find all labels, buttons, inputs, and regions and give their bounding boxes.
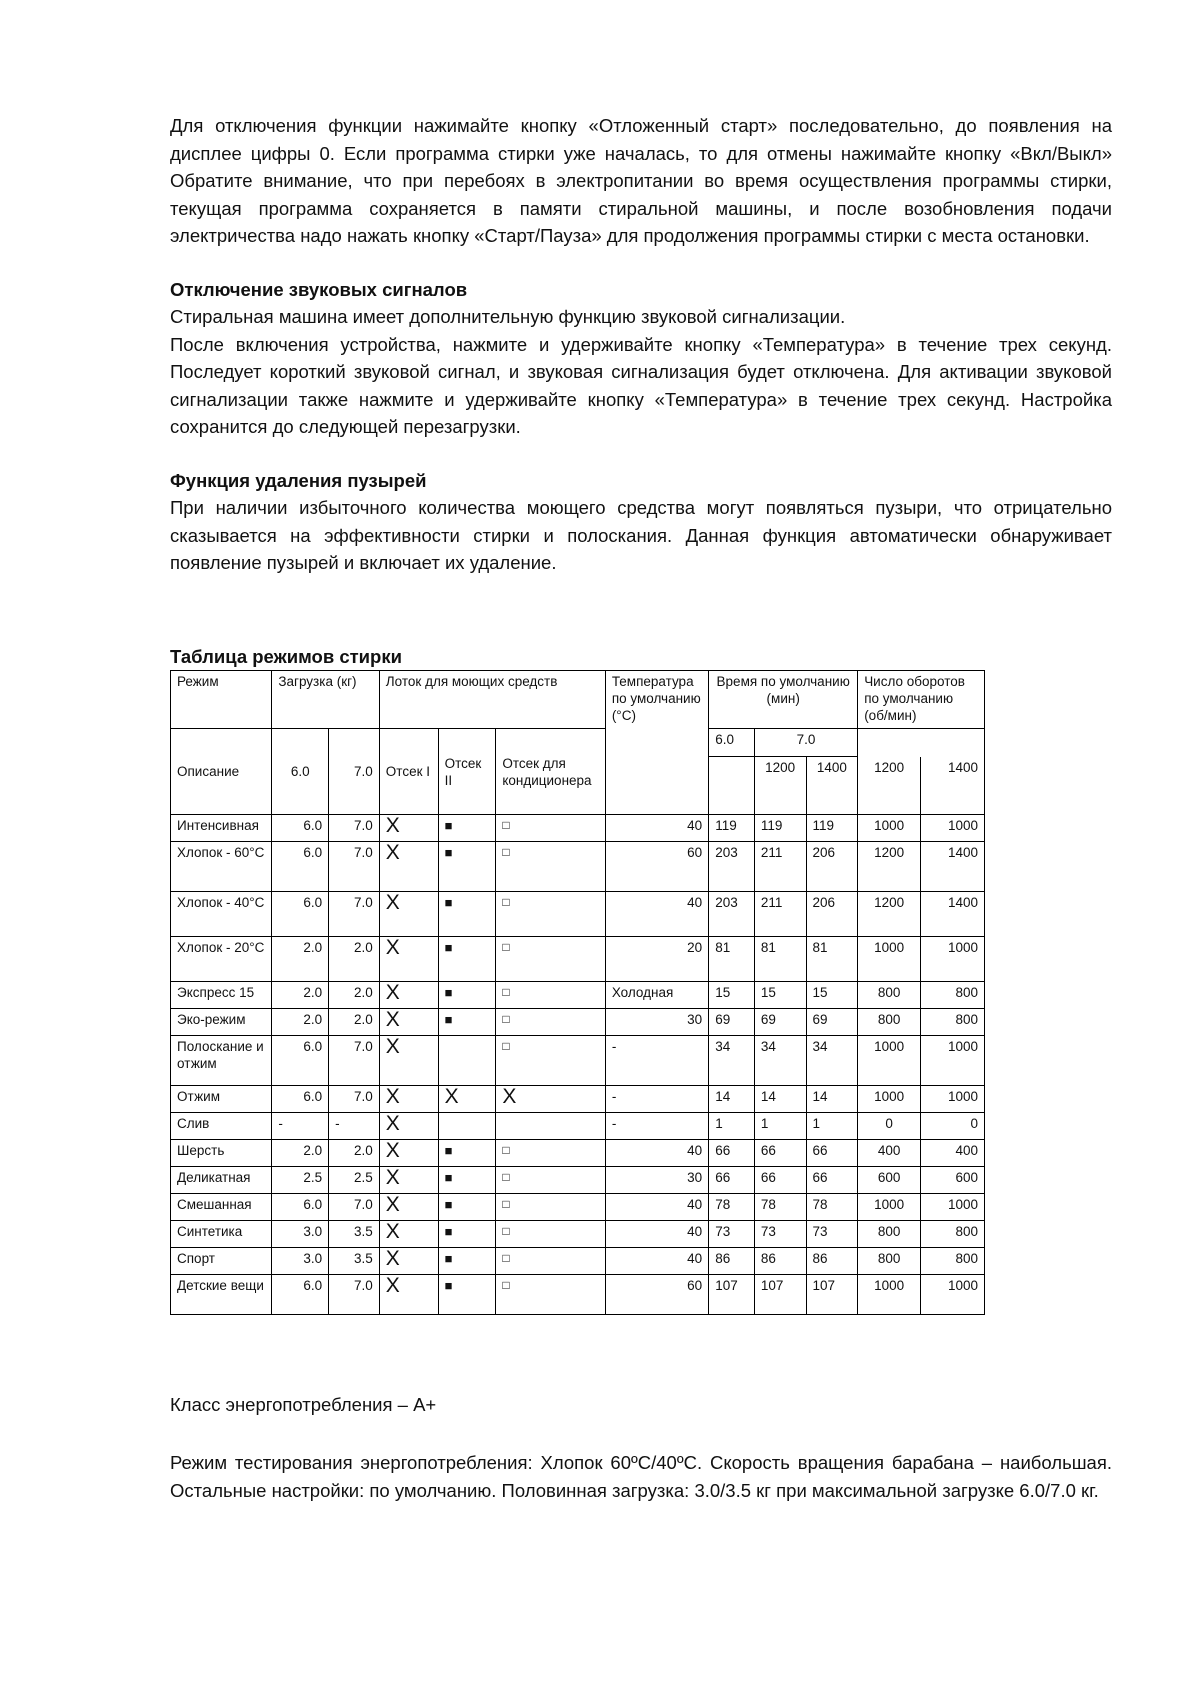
table-row: [171, 982, 985, 1009]
row-time-60: 34: [709, 1036, 755, 1086]
row-spin-1200: 1200: [858, 842, 921, 892]
row-comp1: X: [379, 1221, 438, 1248]
row-mode-name: Хлопок - 20°C: [171, 937, 272, 982]
row-comp2: ■: [438, 1248, 496, 1275]
table-row: [171, 1140, 985, 1167]
row-mode-name: Смешанная: [171, 1194, 272, 1221]
row-time-1200: 78: [754, 1194, 806, 1221]
header-comp1: Отсек I: [379, 729, 438, 815]
row-spin-1400: 1000: [921, 937, 985, 982]
row-comp1: X: [379, 1036, 438, 1086]
row-temp: 20: [605, 937, 708, 982]
row-load-70: 7.0: [329, 892, 380, 937]
header-mode: Режим: [171, 671, 272, 729]
row-time-60: 1: [709, 1113, 755, 1140]
row-comp1: X: [379, 1275, 438, 1315]
row-comp3: □: [496, 1248, 605, 1275]
row-comp2: ■: [438, 937, 496, 982]
bubble-heading: Функция удаления пузырей: [170, 469, 427, 491]
table-row: [171, 892, 985, 937]
row-temp: 40: [605, 1194, 708, 1221]
table-row: [171, 1221, 985, 1248]
row-comp1: X: [379, 1248, 438, 1275]
row-time-1200: 66: [754, 1140, 806, 1167]
row-time-60: 203: [709, 892, 755, 937]
row-time-1400: 66: [806, 1140, 858, 1167]
row-load-70: 3.5: [329, 1221, 380, 1248]
row-comp1: X: [379, 1194, 438, 1221]
row-time-1200: 15: [754, 982, 806, 1009]
energy-class: Класс энергопотребления – А+: [170, 1394, 437, 1415]
row-comp3: □: [496, 1140, 605, 1167]
row-time-1200: 107: [754, 1275, 806, 1315]
row-spin-1200: 1000: [858, 1086, 921, 1113]
header-time: Время по умолчанию (мин): [709, 671, 858, 729]
table-title: Таблица режимов стирки: [170, 646, 402, 667]
row-load-70: -: [329, 1113, 380, 1140]
row-load-60: 2.0: [272, 982, 329, 1009]
row-comp2: ■: [438, 1194, 496, 1221]
row-time-60: 86: [709, 1248, 755, 1275]
row-load-60: 2.0: [272, 937, 329, 982]
row-comp2: ■: [438, 1275, 496, 1315]
header-comp3: Отсек для кондиционера: [496, 729, 605, 815]
row-time-1400: 73: [806, 1221, 858, 1248]
row-time-60: 81: [709, 937, 755, 982]
row-load-70: 7.0: [329, 1194, 380, 1221]
row-comp1: X: [379, 1140, 438, 1167]
row-time-1400: 78: [806, 1194, 858, 1221]
header-time-1400: 1400: [806, 757, 858, 815]
row-spin-1400: 1000: [921, 815, 985, 842]
row-comp3: □: [496, 1009, 605, 1036]
row-comp1: X: [379, 1167, 438, 1194]
row-time-1400: 15: [806, 982, 858, 1009]
row-comp3: □: [496, 1167, 605, 1194]
row-time-1200: 81: [754, 937, 806, 982]
row-comp3: □: [496, 815, 605, 842]
row-time-60: 107: [709, 1275, 755, 1315]
row-time-1400: 14: [806, 1086, 858, 1113]
row-temp: 40: [605, 892, 708, 937]
bubble-paragraph: При наличии избыточного количества моющего средства могут появляться пузыри, что отрицательно сказывается на эффективности стирки и полоскания. Данная функция автоматически обнаруживает появление пузырей и включает их удаление.: [170, 497, 1112, 573]
row-time-1400: 86: [806, 1248, 858, 1275]
row-spin-1400: 0: [921, 1113, 985, 1140]
row-load-70: 2.0: [329, 982, 380, 1009]
header-time-60: 6.0: [709, 729, 755, 757]
row-load-70: 7.0: [329, 1086, 380, 1113]
row-comp3: □: [496, 937, 605, 982]
row-comp2: ■: [438, 1167, 496, 1194]
row-time-1200: 211: [754, 892, 806, 937]
row-load-60: 3.0: [272, 1221, 329, 1248]
row-time-1400: 81: [806, 937, 858, 982]
row-load-60: 2.0: [272, 1140, 329, 1167]
row-spin-1200: 1200: [858, 892, 921, 937]
row-comp3: □: [496, 982, 605, 1009]
row-load-60: 6.0: [272, 1036, 329, 1086]
row-load-70: 7.0: [329, 1036, 380, 1086]
row-time-1200: 86: [754, 1248, 806, 1275]
row-spin-1200: 800: [858, 1009, 921, 1036]
row-spin-1400: 1000: [921, 1036, 985, 1086]
row-spin-1400: 1400: [921, 892, 985, 937]
row-time-60: 203: [709, 842, 755, 892]
row-comp1: X: [379, 937, 438, 982]
row-load-70: 2.0: [329, 1009, 380, 1036]
row-load-60: 3.0: [272, 1248, 329, 1275]
row-load-70: 7.0: [329, 842, 380, 892]
row-spin-1400: 800: [921, 982, 985, 1009]
row-comp2: ■: [438, 892, 496, 937]
row-load-70: 2.0: [329, 1140, 380, 1167]
row-time-1200: 69: [754, 1009, 806, 1036]
row-mode-name: Слив: [171, 1113, 272, 1140]
sound-paragraph-1: Стиральная машина имеет дополнительную функцию звуковой сигнализации.: [170, 306, 846, 327]
row-mode-name: Хлопок - 40°C: [171, 892, 272, 937]
table-row: [171, 1194, 985, 1221]
row-load-60: 6.0: [272, 892, 329, 937]
row-time-60: 73: [709, 1221, 755, 1248]
header-load-70: 7.0: [329, 729, 380, 815]
row-temp: 60: [605, 842, 708, 892]
row-temp: 40: [605, 815, 708, 842]
table-row: [171, 1248, 985, 1275]
row-comp3: □: [496, 1036, 605, 1086]
row-spin-1200: 0: [858, 1113, 921, 1140]
row-temp: 40: [605, 1140, 708, 1167]
header-description: Описание: [171, 729, 272, 815]
row-spin-1200: 1000: [858, 937, 921, 982]
row-time-1400: 66: [806, 1167, 858, 1194]
row-temp: 60: [605, 1275, 708, 1315]
row-comp2: [438, 1113, 496, 1140]
row-time-60: 78: [709, 1194, 755, 1221]
row-mode-name: Спорт: [171, 1248, 272, 1275]
header-tray: Лоток для моющих средств: [379, 671, 605, 729]
row-time-1200: 211: [754, 842, 806, 892]
row-mode-name: Детские вещи: [171, 1275, 272, 1315]
row-comp1: X: [379, 1086, 438, 1113]
row-temp: -: [605, 1086, 708, 1113]
table-row: [171, 937, 985, 982]
row-spin-1400: 800: [921, 1248, 985, 1275]
row-mode-name: Отжим: [171, 1086, 272, 1113]
row-load-70: 7.0: [329, 815, 380, 842]
row-spin-1200: 1000: [858, 1036, 921, 1086]
row-spin-1400: 1400: [921, 842, 985, 892]
header-spin: Число оборотов по умолчанию (об/мин): [858, 671, 985, 729]
row-spin-1200: 800: [858, 982, 921, 1009]
row-temp: 40: [605, 1221, 708, 1248]
row-time-60: 66: [709, 1140, 755, 1167]
row-comp1: X: [379, 815, 438, 842]
row-load-60: 6.0: [272, 1194, 329, 1221]
table-row: [171, 1086, 985, 1113]
row-comp1: X: [379, 982, 438, 1009]
row-time-60: 66: [709, 1167, 755, 1194]
table-row: [171, 842, 985, 892]
row-spin-1400: 1000: [921, 1194, 985, 1221]
row-mode-name: Эко-режим: [171, 1009, 272, 1036]
row-comp1: X: [379, 842, 438, 892]
row-comp3: □: [496, 892, 605, 937]
row-time-60: 119: [709, 815, 755, 842]
row-spin-1400: 1000: [921, 1086, 985, 1113]
row-spin-1400: 800: [921, 1221, 985, 1248]
row-comp2: ■: [438, 1009, 496, 1036]
row-temp: Холодная: [605, 982, 708, 1009]
row-comp3: [496, 1113, 605, 1140]
sound-paragraph-2: После включения устройства, нажмите и удерживайте кнопку «Температура» в течение трех секунд. Последует короткий звуковой сигнал, и звуковая сигнализация будет отключена. Для активации звуковой сигнализации также нажмите и удерживайте кнопку «Температура» в течение трех секунд. Настройка сохранится до следующей перезагрузки.: [170, 333, 1112, 437]
intro-paragraph: Для отключения функции нажимайте кнопку «Отложенный старт» последовательно, до появления на дисплее цифры 0. Если программа стирки уже началась, то для отмены нажимайте кнопку «Вкл/Выкл» Обратите внимание, что при перебоях в электропитании во время осуществления программы стирки, текущая программа сохраняется в памяти стиральной машины, и после возобновления подачи электричества надо нажать кнопку «Старт/Пауза» для продолжения программы стирки с места остановки.: [170, 115, 1112, 246]
document-body: [170, 112, 1112, 577]
row-time-1400: 34: [806, 1036, 858, 1086]
row-time-1400: 206: [806, 842, 858, 892]
row-temp: 30: [605, 1167, 708, 1194]
row-temp: 30: [605, 1009, 708, 1036]
row-load-60: 2.0: [272, 1009, 329, 1036]
row-comp3: □: [496, 1275, 605, 1315]
row-comp1: X: [379, 892, 438, 937]
row-load-60: -: [272, 1113, 329, 1140]
row-spin-1200: 800: [858, 1221, 921, 1248]
row-spin-1200: 1000: [858, 1194, 921, 1221]
row-time-1200: 73: [754, 1221, 806, 1248]
row-spin-1400: 800: [921, 1009, 985, 1036]
row-spin-1400: 600: [921, 1167, 985, 1194]
row-comp2: X: [438, 1086, 496, 1113]
row-load-70: 3.5: [329, 1248, 380, 1275]
header-load: Загрузка (кг): [272, 671, 379, 729]
row-time-60: 69: [709, 1009, 755, 1036]
row-time-1200: 14: [754, 1086, 806, 1113]
row-temp: 40: [605, 1248, 708, 1275]
row-comp2: ■: [438, 1221, 496, 1248]
row-time-1400: 1: [806, 1113, 858, 1140]
row-mode-name: Интенсивная: [171, 815, 272, 842]
sound-heading: Отключение звуковых сигналов: [170, 278, 468, 300]
table-row: [171, 1036, 985, 1086]
row-comp3: X: [496, 1086, 605, 1113]
header-spin-1200: 1200: [858, 757, 921, 815]
header-spin-1400: 1400: [921, 757, 985, 815]
row-time-1400: 69: [806, 1009, 858, 1036]
row-load-70: 2.0: [329, 937, 380, 982]
row-temp: -: [605, 1113, 708, 1140]
row-time-1200: 66: [754, 1167, 806, 1194]
table-row: [171, 1275, 985, 1315]
header-temp: Температура по умолчанию (°C): [605, 671, 708, 815]
table-row: [171, 1009, 985, 1036]
row-comp2: ■: [438, 842, 496, 892]
row-mode-name: Шерсть: [171, 1140, 272, 1167]
row-load-60: 6.0: [272, 1086, 329, 1113]
row-spin-1200: 1000: [858, 815, 921, 842]
table-row: [171, 815, 985, 842]
table-row: [171, 1113, 985, 1140]
row-spin-1200: 1000: [858, 1275, 921, 1315]
row-time-1400: 119: [806, 815, 858, 842]
row-time-60: 14: [709, 1086, 755, 1113]
row-load-60: 2.5: [272, 1167, 329, 1194]
row-mode-name: Полоскание и отжим: [171, 1036, 272, 1086]
row-mode-name: Экспресс 15: [171, 982, 272, 1009]
test-mode-paragraph: Режим тестирования энергопотребления: Хлопок 60ºC/40ºC. Скорость вращения барабана – наибольшая. Остальные настройки: по умолчанию. Половинная загрузка: 3.0/3.5 кг при максимальной загрузке 6.0/7.0 кг.: [170, 1452, 1112, 1501]
row-spin-1400: 1000: [921, 1275, 985, 1315]
header-time-1200: 1200: [754, 757, 806, 815]
row-comp2: ■: [438, 815, 496, 842]
row-time-1200: 34: [754, 1036, 806, 1086]
row-load-60: 6.0: [272, 1275, 329, 1315]
row-load-60: 6.0: [272, 842, 329, 892]
row-comp3: □: [496, 1194, 605, 1221]
row-comp1: X: [379, 1113, 438, 1140]
row-time-1200: 119: [754, 815, 806, 842]
row-mode-name: Деликатная: [171, 1167, 272, 1194]
header-load-60: 6.0: [272, 729, 329, 815]
row-comp2: [438, 1036, 496, 1086]
row-time-1200: 1: [754, 1113, 806, 1140]
row-comp3: □: [496, 1221, 605, 1248]
row-load-60: 6.0: [272, 815, 329, 842]
row-spin-1200: 800: [858, 1248, 921, 1275]
header-comp2: Отсек II: [438, 729, 496, 815]
row-spin-1400: 400: [921, 1140, 985, 1167]
row-mode-name: Синтетика: [171, 1221, 272, 1248]
row-load-70: 7.0: [329, 1275, 380, 1315]
row-load-70: 2.5: [329, 1167, 380, 1194]
header-time-70: 7.0: [754, 729, 857, 757]
row-time-60: 15: [709, 982, 755, 1009]
row-time-1400: 206: [806, 892, 858, 937]
row-comp2: ■: [438, 982, 496, 1009]
row-temp: -: [605, 1036, 708, 1086]
washing-modes-table: [170, 670, 985, 1315]
row-spin-1200: 600: [858, 1167, 921, 1194]
table-row: [171, 1167, 985, 1194]
row-spin-1200: 400: [858, 1140, 921, 1167]
row-comp2: ■: [438, 1140, 496, 1167]
row-comp1: X: [379, 1009, 438, 1036]
row-comp3: □: [496, 842, 605, 892]
row-mode-name: Хлопок - 60°C: [171, 842, 272, 892]
row-time-1400: 107: [806, 1275, 858, 1315]
